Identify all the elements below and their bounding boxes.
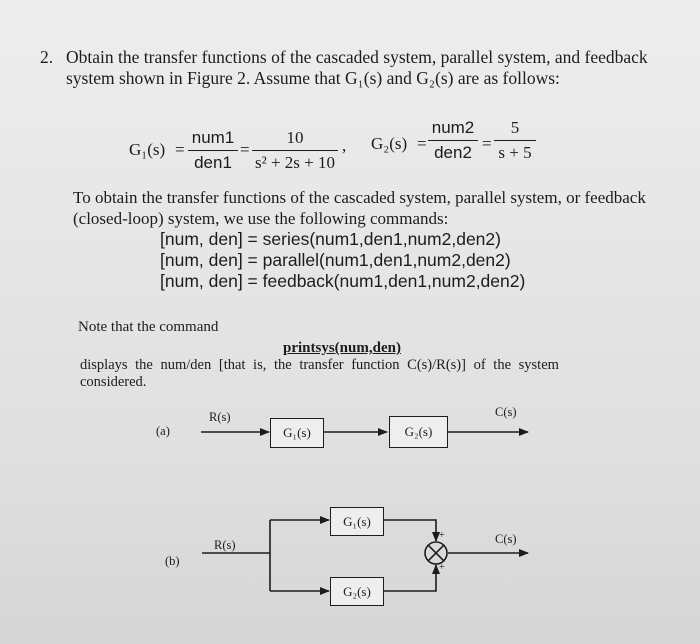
figure-a-g1-label: G₁(s) [283,425,311,440]
figure-a-g1-block [270,418,324,448]
g2-numerator: 5 [494,118,536,141]
den2-denominator: den2 [434,143,472,162]
figure-b-g2-label: G₂(s) [343,583,371,599]
figure-a-output-label: C(s) [495,405,517,419]
figure-a-g2-block [389,416,448,448]
sum-sign-bottom: + [439,562,445,573]
figure-b-output-label: C(s) [495,532,517,546]
g1-denominator: s² + 2s + 10 [254,153,335,172]
figure-b-g2-block [330,577,384,606]
equals-sign: = [240,140,250,159]
g2-denominator: s + 5 [498,143,532,162]
equals-sign: = [417,134,427,153]
paragraph-line-2: (closed-loop) system, we use the following commands: [73,209,449,228]
series-command: [num, den] = series(num1,den1,num2,den2) [160,229,501,249]
equals-sign: = [482,134,492,153]
arrow-g1-to-sum [383,520,436,541]
figure-b-input-label: R(s) [214,538,236,552]
g2-label: G₂(s) [371,134,408,153]
figure-b-tag: (b) [165,554,180,568]
sum-sign-top: + [439,530,445,541]
den1-denominator: den1 [194,153,232,172]
figure-b-g1-block [330,507,384,536]
g1-label: G₁(s) [129,140,166,159]
num2-numerator: num2 [428,118,478,141]
figure-a-tag: (a) [156,424,170,438]
figure-b-g1-label: G₁(s) [343,513,371,529]
printsys-command: printsys(num,den) [283,340,401,356]
figure-a-g2-label: G₂(s) [404,424,433,439]
arrow-g2-to-sum [383,565,436,591]
figure-a-input-label: R(s) [209,410,231,424]
problem-number: 2. [40,47,54,67]
feedback-command: [num, den] = feedback(num1,den1,num2,den2) [160,271,526,291]
problem-line-2: system shown in Figure 2. Assume that G₁(s) and G₂(s) are as follows: [66,68,560,88]
equals-sign: = [175,140,185,159]
problem-line-1: Obtain the transfer functions of the cascaded system, parallel system, and feedback [66,47,648,67]
num1-numerator: num1 [188,128,238,151]
parallel-command: [num, den] = parallel(num1,den1,num2,den2) [160,250,511,270]
displays-line-2: considered. [80,374,147,390]
note-text: Note that the command [78,319,219,335]
g1-numerator: 10 [252,128,338,151]
comma: , [342,136,347,155]
displays-line-1: displays the num/den [that is, the transfer function C(s)/R(s)] of the system [80,357,559,373]
paragraph-line-1: To obtain the transfer functions of the cascaded system, parallel system, or feedback [73,188,646,207]
